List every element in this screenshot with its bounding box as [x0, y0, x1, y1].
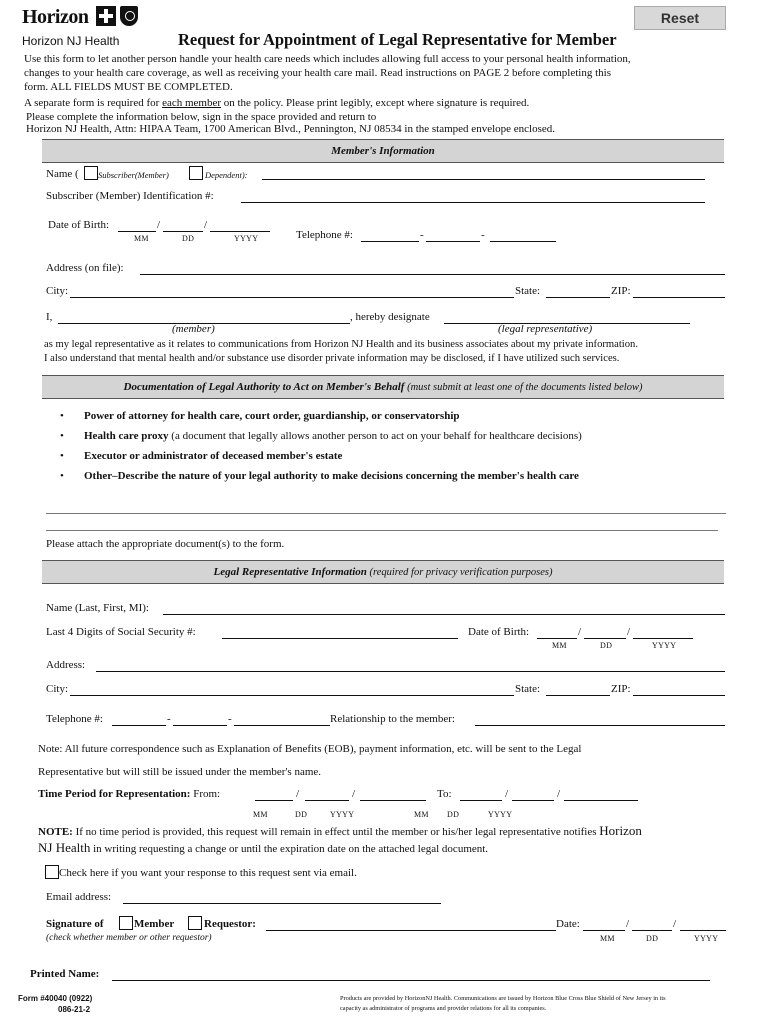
rep-dob-mm[interactable] — [537, 638, 577, 639]
member-state-input[interactable] — [546, 297, 610, 298]
rep-dob-yyyy-caption: YYYY — [652, 641, 677, 650]
authority-description-line-1[interactable] — [46, 513, 726, 514]
time-period-row — [38, 788, 220, 800]
from-slash-2: / — [352, 788, 356, 800]
member-dob-mm[interactable] — [118, 231, 156, 232]
member-phone-line[interactable] — [490, 241, 556, 242]
note-text-2: in writing requesting a change or until the expiration date on the attached legal document. — [90, 843, 489, 855]
dob-yyyy-caption: YYYY — [234, 234, 259, 243]
dob-dd-caption: DD — [182, 234, 195, 243]
requestor-signer-checkbox[interactable] — [188, 916, 202, 930]
relationship-label: Relationship to the member: — [330, 713, 455, 725]
logo-wordmark: Horizon — [22, 6, 89, 28]
rep-ssn-label: Last 4 Digits of Social Security #: — [46, 626, 196, 638]
requestor-signer-label: Requestor: — [204, 918, 256, 930]
email-input[interactable] — [123, 903, 441, 904]
authority-band — [42, 375, 724, 399]
rep-dob-label: Date of Birth: — [468, 626, 530, 638]
rep-dob-yyyy[interactable] — [633, 638, 693, 639]
page-title: Request for Appointment of Legal Representative for Member — [178, 30, 617, 49]
designate-label: , hereby designate — [350, 311, 430, 323]
sig-date-slash-1: / — [626, 918, 630, 930]
intro-line-2: changes to your health care coverage, as well as receiving your health care mail. Read instructions on PAGE 2 before completing this — [24, 67, 611, 79]
authority-item-3: Executor or administrator of deceased member's estate — [84, 450, 343, 462]
member-address-label: Address (on file): — [46, 262, 124, 274]
rep-heading — [42, 561, 724, 584]
rep-zip-input[interactable] — [633, 695, 725, 696]
member-address-input[interactable] — [140, 274, 725, 275]
bullet-icon: • — [60, 470, 64, 482]
horizon-logo — [22, 6, 89, 29]
printed-name-input[interactable] — [112, 980, 710, 981]
rep-state-label: State: — [515, 683, 541, 695]
rep-city-label: City: — [46, 683, 69, 695]
correspondence-note-1: Note: All future correspondence such as Explanation of Benefits (EOB), payment information, etc. will be sent to the Legal — [38, 743, 582, 755]
designation-statement-1: as my legal representative as it relates to communications from Horizon NJ Health and its business associates about my private information. — [44, 339, 638, 350]
sig-date-mm[interactable] — [583, 930, 625, 931]
reset-label: Reset — [660, 10, 700, 26]
from-yyyy-caption: YYYY — [330, 810, 355, 819]
to-slash-2: / — [557, 788, 561, 800]
from-dd[interactable] — [305, 800, 349, 801]
authority-item-4: Other–Describe the nature of your legal authority to make decisions concerning the member's health care — [84, 470, 579, 482]
signature-caption: (check whether member or other requestor) — [46, 933, 212, 943]
attach-note: Please attach the appropriate document(s) to the form. — [46, 538, 285, 550]
member-phone-label: Telephone #: — [296, 229, 353, 241]
authority-heading — [42, 376, 724, 399]
intro-line-4c: on the policy. Please print legibly, except where signature is required. — [221, 97, 530, 109]
rep-phone-label: Telephone #: — [46, 713, 103, 725]
rep-zip-label: ZIP: — [611, 683, 631, 695]
from-dd-caption: DD — [295, 810, 308, 819]
rep-address-input[interactable] — [96, 671, 725, 672]
authority-item-2: Health care proxy (a document that legally allows another person to act on your behalf for healthcare decisions) — [84, 430, 582, 442]
from-label: From: — [193, 788, 221, 800]
authority-heading-note: (must submit at least one of the documents listed below) — [404, 382, 643, 393]
to-slash-1: / — [505, 788, 509, 800]
rep-dob-dd[interactable] — [584, 638, 626, 639]
email-label: Email address: — [46, 891, 112, 903]
expiration-note-2 — [38, 840, 488, 856]
footer-legal-1: Products are provided by HorizonNJ Health. Communications are issued by Horizon Blue Cross Blue Shield of New Jersey in its — [340, 995, 666, 1002]
member-dob-dd[interactable] — [163, 231, 203, 232]
signature-date-label: Date: — [556, 918, 580, 930]
reset-button[interactable] — [634, 6, 726, 30]
rep-phone-prefix[interactable] — [173, 725, 227, 726]
rep-city-input[interactable] — [70, 695, 514, 696]
member-city-input[interactable] — [70, 297, 514, 298]
form-number: Form #40040 (0922) — [18, 994, 93, 1003]
rep-name-label: Name (Last, First, MI): — [46, 602, 149, 614]
rep-address-label: Address: — [46, 659, 86, 671]
phone-dash-1: - — [420, 229, 424, 241]
i-label: I, — [46, 311, 53, 323]
rep-ssn-input[interactable] — [222, 638, 458, 639]
to-label: To: — [437, 788, 452, 800]
relationship-input[interactable] — [475, 725, 725, 726]
form-code: 086-21-2 — [58, 1005, 91, 1014]
note-horizon: Horizon — [599, 823, 642, 838]
bullet-icon: • — [60, 410, 64, 422]
sig-dd-caption: DD — [646, 934, 659, 943]
member-id-input[interactable] — [241, 202, 705, 203]
intro-each-member: each member — [162, 97, 221, 109]
rep-dob-slash-1: / — [578, 626, 582, 638]
email-response-checkbox[interactable] — [45, 865, 59, 879]
dob-slash-2: / — [204, 219, 208, 231]
intro-line-4a: A separate form is required for — [24, 97, 163, 109]
note-nj-health: NJ Health — [38, 840, 91, 855]
intro-line-6: Horizon NJ Health, Attn: HIPAA Team, 1700 American Blvd., Pennington, NJ 08534 in the stamped envelope enclosed. — [26, 123, 555, 135]
printed-name-label: Printed Name: — [30, 968, 100, 980]
rep-heading-note: (required for privacy verification purposes) — [366, 567, 553, 578]
intro-line-4 — [24, 97, 529, 109]
rep-phone-dash-2: - — [228, 713, 232, 725]
signature-of-text: Signature of — [46, 918, 104, 930]
rep-phone-line[interactable] — [234, 725, 330, 726]
rep-state-input[interactable] — [546, 695, 610, 696]
to-dd[interactable] — [512, 800, 554, 801]
rep-name-input[interactable] — [163, 614, 725, 615]
member-phone-prefix[interactable] — [426, 241, 480, 242]
subscriber-checkbox[interactable] — [84, 166, 98, 180]
signature-input[interactable] — [266, 930, 556, 931]
member-dob-yyyy[interactable] — [210, 231, 270, 232]
name-label: Name ( — [46, 168, 79, 180]
rep-dob-mm-caption: MM — [552, 641, 567, 650]
to-yyyy[interactable] — [564, 800, 638, 801]
footer-legal-2: capacity as administrator of programs and provider relations for all its companies. — [340, 1005, 547, 1012]
member-caption: (member) — [172, 323, 215, 335]
member-city-label: City: — [46, 285, 69, 297]
rep-dob-slash-2: / — [627, 626, 631, 638]
bullet-icon: • — [60, 450, 64, 462]
member-info-heading: Member's Information — [331, 145, 435, 157]
member-name-input[interactable] — [262, 179, 705, 180]
dob-mm-caption: MM — [134, 234, 149, 243]
intro-line-1: Use this form to let another person handle your health care needs which includes allowing full access to your personal health information, — [24, 53, 631, 65]
sig-mm-caption: MM — [600, 934, 615, 943]
to-yyyy-caption: YYYY — [488, 810, 513, 819]
from-mm[interactable] — [255, 800, 293, 801]
intro-line-3: form. ALL FIELDS MUST BE COMPLETED. — [24, 81, 233, 93]
from-mm-caption: MM — [253, 810, 268, 819]
from-yyyy[interactable] — [360, 800, 426, 801]
sig-yyyy-caption: YYYY — [694, 934, 719, 943]
rep-phone-dash-1: - — [167, 713, 171, 725]
member-signer-label: Member — [134, 918, 175, 930]
member-dob-label: Date of Birth: — [48, 219, 110, 231]
correspondence-note-2: Representative but will still be issued under the member's name. — [38, 766, 322, 778]
bullet-icon: • — [60, 430, 64, 442]
designation-statement-2: I also understand that mental health and/or substance use disorder private information may be disclosed, if I have utilized such services. — [44, 353, 620, 364]
member-zip-label: ZIP: — [611, 285, 631, 297]
note-text: If no time period is provided, this request will remain in effect until the member or his/her legal representative notifies — [72, 826, 600, 838]
member-id-label: Subscriber (Member) Identification #: — [46, 190, 214, 202]
bcbs-cross-icon — [96, 6, 116, 26]
to-mm-caption: MM — [414, 810, 429, 819]
time-period-label: Time Period for Representation: — [38, 788, 191, 800]
rep-phone-area[interactable] — [112, 725, 166, 726]
to-dd-caption: DD — [447, 810, 460, 819]
expiration-note-1 — [38, 823, 642, 839]
authority-description-line-2[interactable] — [46, 530, 718, 531]
sig-date-yyyy[interactable] — [680, 930, 726, 931]
intro-line-5: Please complete the information below, sign in the space provided and return to — [26, 111, 377, 123]
authority-heading-main: Documentation of Legal Authority to Act on Member's Behalf — [123, 381, 405, 393]
authority-item-1: Power of attorney for health care, court order, guardianship, or conservatorship — [84, 410, 460, 422]
phone-dash-2: - — [481, 229, 485, 241]
subscriber-option-label: Subscriber(Member) — [98, 170, 169, 180]
member-phone-area[interactable] — [361, 241, 419, 242]
to-mm[interactable] — [460, 800, 502, 801]
from-slash-1: / — [296, 788, 300, 800]
bcbs-shield-icon — [120, 6, 138, 26]
member-signer-checkbox[interactable] — [119, 916, 133, 930]
rep-info-band — [42, 560, 724, 584]
dob-slash-1: / — [157, 219, 161, 231]
sig-date-dd[interactable] — [632, 930, 672, 931]
dependent-checkbox[interactable] — [189, 166, 203, 180]
dependent-option-label: Dependent): — [205, 170, 248, 180]
legal-rep-caption: (legal representative) — [498, 323, 593, 335]
rep-heading-main: Legal Representative Information — [213, 566, 367, 578]
member-zip-input[interactable] — [633, 297, 725, 298]
sig-date-slash-2: / — [673, 918, 677, 930]
member-state-label: State: — [515, 285, 541, 297]
rep-dob-dd-caption: DD — [600, 641, 613, 650]
sub-logo: Horizon NJ Health — [22, 34, 120, 48]
note-label: NOTE: — [38, 826, 73, 838]
member-info-band — [42, 139, 724, 163]
signature-label — [46, 918, 104, 930]
email-response-label: Check here if you want your response to this request sent via email. — [59, 867, 357, 879]
